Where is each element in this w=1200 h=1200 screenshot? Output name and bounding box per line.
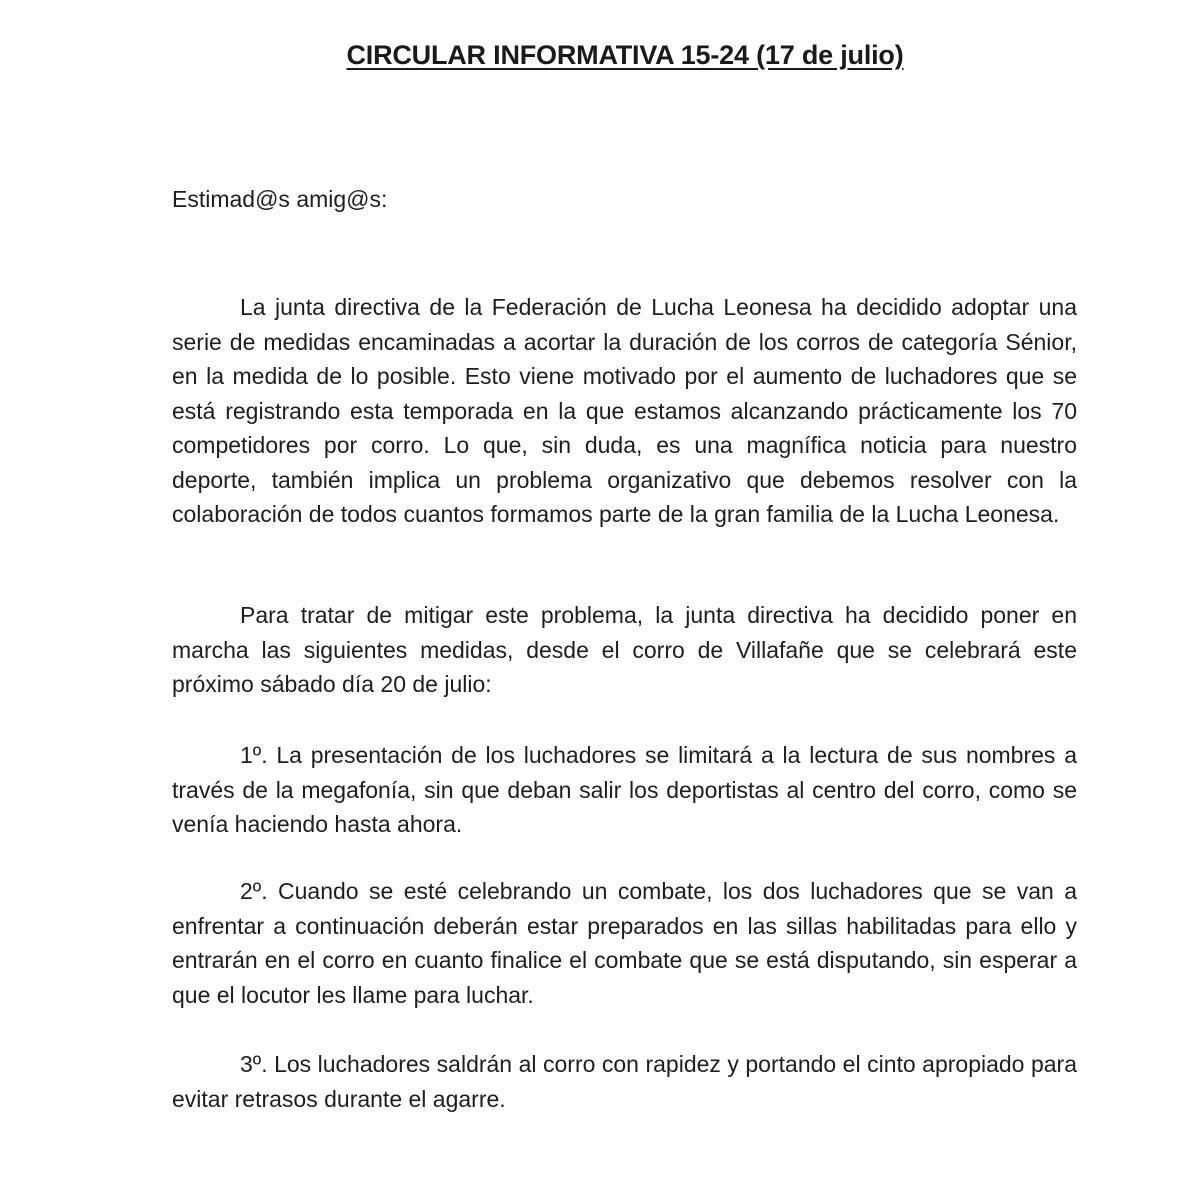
paragraph-intro: La junta directiva de la Federación de Lucha Leonesa ha decidido adoptar una serie de medidas encaminadas a acortar la duración de los corros de categoría Sénior, en la medida de lo posible. Esto viene motivado por el aumento de luchadores que se está registrando esta temporada en la que estamos alcanzando prácticamente los 70 competidores por corro. Lo que, sin duda, es una magnífica noticia para nuestro deporte, también implica un problema organizativo que debemos resolver con la colaboración de todos cuantos formamos parte de la gran familia de la Lucha Leonesa. [172, 294, 1077, 527]
paragraph-measures-intro: Para tratar de mitigar este problema, la junta directiva ha decidido poner en marcha las siguientes medidas, desde el corro de Villafañe que se celebrará este próximo sábado día 20 de julio: [172, 602, 1077, 697]
document-title: CIRCULAR INFORMATIVA 15-24 (17 de julio) [346, 40, 904, 70]
measure-2: 2º. Cuando se esté celebrando un combate, los dos luchadores que se van a enfrentar a continuación deberán estar preparados en las sillas habilitadas para ello y entrarán en el corro en cuanto finalice el combate que se está disputando, sin esperar a que el locutor les llame para luchar. [172, 878, 1077, 1008]
salutation: Estimad@s amig@s: [172, 186, 388, 212]
measure-1: 1º. La presentación de los luchadores se limitará a la lectura de sus nombres a través de la megafonía, sin que deban salir los deportistas al centro del corro, como se venía haciendo hasta ahora. [172, 742, 1077, 837]
measure-3: 3º. Los luchadores saldrán al corro con rapidez y portando el cinto apropiado para evitar retrasos durante el agarre. [172, 1051, 1077, 1112]
